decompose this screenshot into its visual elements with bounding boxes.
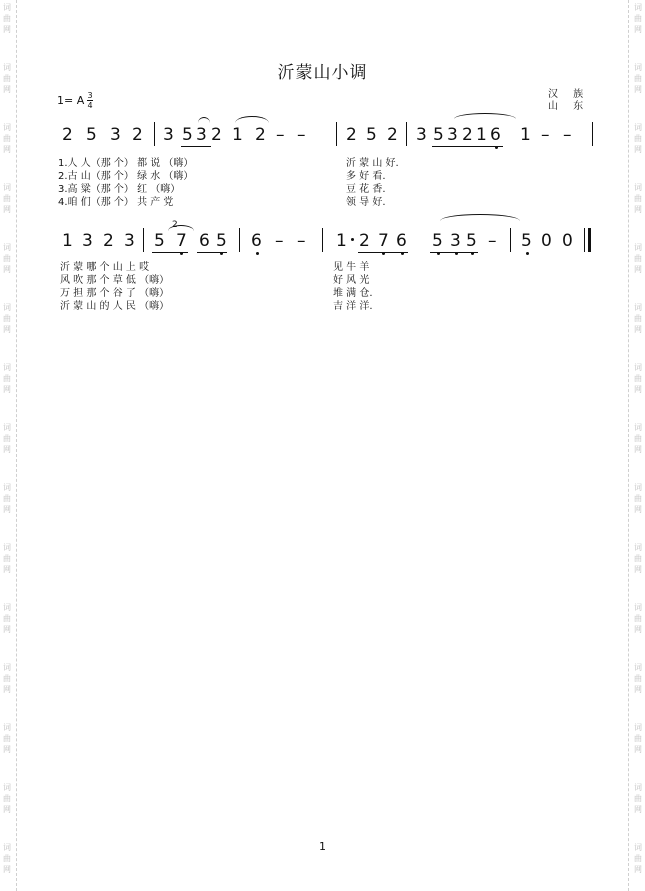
dash: – xyxy=(275,231,284,251)
margin-rule-left xyxy=(16,0,17,891)
watermark-group xyxy=(1,662,13,695)
watermark-char: 词 xyxy=(634,303,642,312)
watermark-char: 曲 xyxy=(3,194,11,203)
note: 2 xyxy=(346,125,357,145)
watermark-char: 网 xyxy=(3,625,11,634)
watermark-char: 曲 xyxy=(634,254,642,263)
watermark-char: 网 xyxy=(3,745,11,754)
watermark-char: 词 xyxy=(3,303,11,312)
time-signature-bottom: 4 xyxy=(87,101,93,110)
watermark-group xyxy=(1,182,13,215)
watermark-char: 网 xyxy=(3,325,11,334)
watermark-char: 词 xyxy=(634,183,642,192)
time-signature-top: 3 xyxy=(87,91,93,100)
note: 2 xyxy=(255,125,266,145)
note: 2 xyxy=(62,125,73,145)
watermark-char: 网 xyxy=(634,25,642,34)
note: 1 xyxy=(520,125,531,145)
watermark-char: 网 xyxy=(634,325,642,334)
watermark-group xyxy=(1,122,13,155)
watermark-char: 曲 xyxy=(634,554,642,563)
watermark-char: 词 xyxy=(3,123,11,132)
watermark-right xyxy=(631,0,645,891)
dash: – xyxy=(297,231,306,251)
barline xyxy=(239,228,240,252)
note: 2 xyxy=(132,125,143,145)
watermark-char: 曲 xyxy=(634,674,642,683)
watermark-char: 曲 xyxy=(3,134,11,143)
note: 2 xyxy=(211,125,222,145)
watermark-char: 网 xyxy=(3,505,11,514)
slur xyxy=(440,214,520,221)
watermark-group xyxy=(1,782,13,815)
watermark-group xyxy=(632,782,644,815)
watermark-char: 曲 xyxy=(3,374,11,383)
watermark-group xyxy=(632,2,644,35)
watermark-group xyxy=(632,422,644,455)
watermark-char: 曲 xyxy=(634,194,642,203)
watermark-char: 词 xyxy=(634,663,642,672)
watermark-char: 词 xyxy=(634,123,642,132)
watermark-char: 曲 xyxy=(634,854,642,863)
underline xyxy=(181,146,211,147)
note: 3 xyxy=(163,125,174,145)
note: 7 xyxy=(176,231,187,251)
watermark-group xyxy=(1,722,13,755)
watermark-char: 网 xyxy=(634,385,642,394)
watermark-char: 网 xyxy=(634,265,642,274)
lyric-line: 3.高 粱（那 个） 红 （嗨） xyxy=(58,184,181,195)
credit-ethnicity: 汉 族 xyxy=(548,89,590,100)
watermark-char: 词 xyxy=(3,3,11,12)
slur xyxy=(198,117,210,123)
note: 5 xyxy=(182,125,193,145)
page-number: 1 xyxy=(319,840,326,853)
barline xyxy=(406,122,407,146)
song-title: 沂蒙山小调 xyxy=(277,63,368,83)
underline xyxy=(358,252,408,253)
note: 3 xyxy=(196,125,207,145)
watermark-char: 网 xyxy=(634,685,642,694)
note: 2 xyxy=(387,125,398,145)
watermark-char: 网 xyxy=(634,145,642,154)
barline xyxy=(143,228,144,252)
low-octave-dot xyxy=(526,252,529,255)
watermark-char: 网 xyxy=(3,685,11,694)
note: 1 xyxy=(476,125,487,145)
slur xyxy=(235,116,269,123)
watermark-group xyxy=(632,662,644,695)
watermark-group xyxy=(1,2,13,35)
lyric-line: 堆 满 仓. xyxy=(333,288,373,299)
watermark-char: 词 xyxy=(634,843,642,852)
watermark-char: 曲 xyxy=(3,854,11,863)
watermark-char: 网 xyxy=(634,505,642,514)
dash: – xyxy=(563,125,572,145)
underline xyxy=(152,252,188,253)
watermark-char: 词 xyxy=(3,363,11,372)
watermark-char: 曲 xyxy=(3,734,11,743)
dash: – xyxy=(541,125,550,145)
watermark-char: 网 xyxy=(634,85,642,94)
watermark-char: 网 xyxy=(3,25,11,34)
note: 6 xyxy=(396,231,407,251)
note: 5 xyxy=(154,231,165,251)
lyric-line: 豆 花 香. xyxy=(346,184,386,195)
lyric-line: 领 导 好. xyxy=(346,197,386,208)
watermark-char: 词 xyxy=(634,63,642,72)
underline xyxy=(430,252,478,253)
watermark-char: 曲 xyxy=(3,434,11,443)
watermark-char: 词 xyxy=(634,723,642,732)
watermark-char: 网 xyxy=(3,205,11,214)
rest: 0 xyxy=(541,231,552,251)
margin-rule-right xyxy=(628,0,629,891)
note: 3 xyxy=(124,231,135,251)
barline xyxy=(322,228,323,252)
watermark-char: 曲 xyxy=(634,614,642,623)
watermark-group xyxy=(632,122,644,155)
rest: 0 xyxy=(562,231,573,251)
underline xyxy=(432,146,503,147)
lyric-line: 多 好 看. xyxy=(346,171,386,182)
watermark-char: 词 xyxy=(634,423,642,432)
dash: – xyxy=(276,125,285,145)
watermark-group xyxy=(1,242,13,275)
watermark-char: 词 xyxy=(634,543,642,552)
watermark-char: 词 xyxy=(3,783,11,792)
watermark-char: 曲 xyxy=(634,14,642,23)
watermark-char: 曲 xyxy=(634,374,642,383)
watermark-char: 词 xyxy=(3,243,11,252)
barline xyxy=(154,122,155,146)
watermark-group xyxy=(632,482,644,515)
watermark-group xyxy=(632,722,644,755)
lyric-line: 2.古 山（那 个） 绿 水 （嗨） xyxy=(58,171,194,182)
watermark-char: 网 xyxy=(634,445,642,454)
note: 3 xyxy=(447,125,458,145)
lyric-line: 万 担 那 个 谷 了 （嗨） xyxy=(60,288,170,299)
watermark-char: 曲 xyxy=(634,794,642,803)
time-signature xyxy=(87,91,93,110)
lyric-line: 1.人 人（那 个） 都 说 （嗨） xyxy=(58,158,194,169)
watermark-char: 曲 xyxy=(3,74,11,83)
slur xyxy=(168,225,194,231)
watermark-char: 曲 xyxy=(634,434,642,443)
watermark-char: 词 xyxy=(634,783,642,792)
watermark-char: 网 xyxy=(3,145,11,154)
lyric-line: 沂 蒙 山 好. xyxy=(346,158,399,169)
watermark-char: 曲 xyxy=(634,734,642,743)
watermark-group xyxy=(632,542,644,575)
final-barline-thick xyxy=(588,228,591,252)
watermark-char: 词 xyxy=(634,243,642,252)
watermark-char: 网 xyxy=(3,865,11,874)
watermark-group xyxy=(1,482,13,515)
watermark-char: 曲 xyxy=(3,554,11,563)
watermark-char: 词 xyxy=(3,63,11,72)
note: 6 xyxy=(199,231,210,251)
watermark-char: 网 xyxy=(3,85,11,94)
note: 5 xyxy=(366,125,377,145)
lyric-line: 好 风 光 xyxy=(333,275,370,286)
note: 5 xyxy=(521,231,532,251)
note: 2 xyxy=(103,231,114,251)
lyric-line: 见 牛 羊 xyxy=(333,262,370,273)
barline xyxy=(336,122,337,146)
note: 6 xyxy=(251,231,262,251)
watermark-left xyxy=(0,0,14,891)
watermark-group xyxy=(632,242,644,275)
watermark-char: 曲 xyxy=(634,134,642,143)
watermark-char: 网 xyxy=(634,805,642,814)
watermark-char: 曲 xyxy=(3,494,11,503)
lyric-line: 4.咱 们（那 个） 共 产 党 xyxy=(58,197,174,208)
watermark-char: 词 xyxy=(3,543,11,552)
note: 5 xyxy=(433,125,444,145)
note: 1 xyxy=(336,231,347,251)
note: 3 xyxy=(110,125,121,145)
watermark-char: 词 xyxy=(3,723,11,732)
slur xyxy=(454,113,516,119)
watermark-char: 词 xyxy=(3,663,11,672)
watermark-group xyxy=(1,362,13,395)
note: 5 xyxy=(432,231,443,251)
watermark-char: 网 xyxy=(634,745,642,754)
watermark-char: 曲 xyxy=(634,314,642,323)
note: 5 xyxy=(86,125,97,145)
barline xyxy=(510,228,511,252)
dash: – xyxy=(488,231,497,251)
note: 3 xyxy=(450,231,461,251)
watermark-char: 曲 xyxy=(3,794,11,803)
watermark-group xyxy=(632,302,644,335)
watermark-group xyxy=(632,362,644,395)
key-signature: 1= A xyxy=(57,94,85,107)
watermark-group xyxy=(1,422,13,455)
final-barline-thin xyxy=(584,228,585,252)
watermark-char: 词 xyxy=(3,423,11,432)
watermark-char: 词 xyxy=(634,363,642,372)
watermark-char: 曲 xyxy=(3,614,11,623)
watermark-char: 词 xyxy=(634,3,642,12)
watermark-char: 网 xyxy=(634,205,642,214)
lyric-line: 沂 蒙 哪 个 山 上 哎 xyxy=(60,262,150,273)
watermark-char: 曲 xyxy=(3,14,11,23)
watermark-char: 曲 xyxy=(634,494,642,503)
note: 1 xyxy=(62,231,73,251)
underline xyxy=(197,252,227,253)
watermark-char: 网 xyxy=(3,265,11,274)
watermark-char: 词 xyxy=(634,603,642,612)
watermark-group xyxy=(1,302,13,335)
watermark-char: 网 xyxy=(634,865,642,874)
lyric-line: 沂 蒙 山 的 人 民 （嗨） xyxy=(60,301,170,312)
note: 1 xyxy=(232,125,243,145)
lyric-line: 风 吹 那 个 草 低 （嗨） xyxy=(60,275,170,286)
watermark-group xyxy=(632,182,644,215)
note: 2 xyxy=(462,125,473,145)
watermark-char: 曲 xyxy=(3,674,11,683)
watermark-group xyxy=(632,602,644,635)
grace-note: 2 xyxy=(172,220,178,230)
watermark-char: 词 xyxy=(3,603,11,612)
watermark-char: 网 xyxy=(3,445,11,454)
augmentation-dot xyxy=(351,238,354,241)
note: 2 xyxy=(359,231,370,251)
watermark-char: 网 xyxy=(3,805,11,814)
note: 5 xyxy=(466,231,477,251)
watermark-char: 曲 xyxy=(3,314,11,323)
watermark-char: 网 xyxy=(3,385,11,394)
low-octave-dot xyxy=(256,252,259,255)
note: 5 xyxy=(216,231,227,251)
note: 3 xyxy=(82,231,93,251)
watermark-char: 词 xyxy=(634,483,642,492)
watermark-char: 曲 xyxy=(3,254,11,263)
watermark-char: 词 xyxy=(3,483,11,492)
barline xyxy=(592,122,593,146)
dash: – xyxy=(297,125,306,145)
watermark-group xyxy=(1,542,13,575)
note: 3 xyxy=(416,125,427,145)
watermark-char: 网 xyxy=(634,625,642,634)
watermark-char: 网 xyxy=(634,565,642,574)
watermark-char: 词 xyxy=(3,183,11,192)
watermark-group xyxy=(1,602,13,635)
watermark-char: 曲 xyxy=(634,74,642,83)
watermark-char: 网 xyxy=(3,565,11,574)
watermark-char: 词 xyxy=(3,843,11,852)
note: 6 xyxy=(490,125,501,145)
credit-region: 山 东 xyxy=(548,101,590,112)
lyric-line: 吉 洋 洋. xyxy=(333,301,373,312)
note: 7 xyxy=(378,231,389,251)
